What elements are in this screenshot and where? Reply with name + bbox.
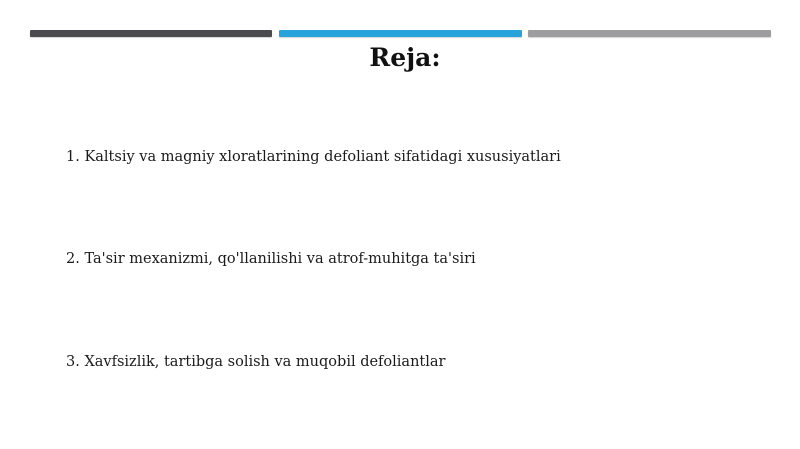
plan-item-3: 3. Xavfsizlik, tartibga solish va muqobil defoliantlar: [66, 354, 446, 370]
plan-item-2: 2. Ta'sir mexanizmi, qo'llanilishi va atrof-muhitga ta'siri: [66, 251, 476, 267]
accent-bar-blue: [279, 30, 522, 37]
plan-item-1: 1. Kaltsiy va magniy xloratlarining defoliant sifatidagi xususiyatlari: [66, 149, 561, 165]
accent-bar-gray: [528, 30, 771, 37]
accent-bar-dark: [30, 30, 272, 37]
slide-title: Reja:: [369, 43, 441, 72]
